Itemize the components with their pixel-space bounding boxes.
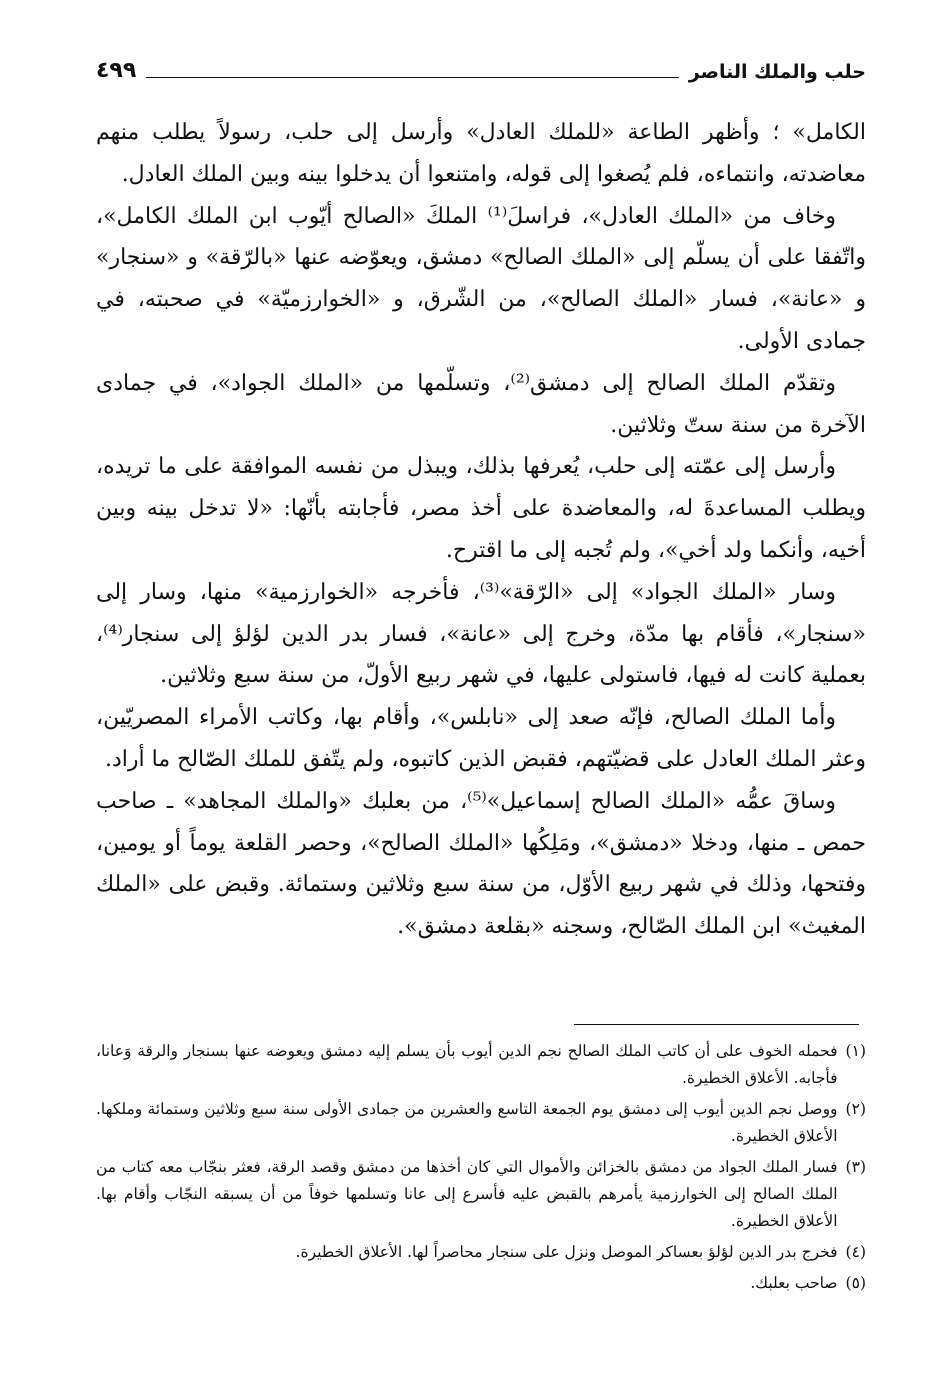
paragraph: وأما الملك الصالح، فإنّه صعد إلى «نابلس»، وأقام بها، وكاتب الأمراء المصريّين، وعثر الملك العادل على قضيّتهم، فقبض الذين كاتبوه، ولم يتّفق للملك الصّالح ما أراد. (96, 705, 866, 772)
main-text (96, 112, 866, 948)
header-rule (146, 77, 679, 78)
paragraph: وتقدّم الملك الصالح إلى دمشق⁽²⁾، وتسلّمها من «الملك الجواد»، في جمادى الآخرة من سنة ستّ وثلاثين. (96, 370, 866, 438)
footnote-mark: (٣) (845, 1158, 866, 1176)
footnote-mark: (٢) (845, 1100, 866, 1118)
paragraph: وساقَ عمُّه «الملك الصالح إسماعيل»⁽⁵⁾، من بعلبك «والملك المجاهد» ـ صاحب حمص ـ منها، ودخلا «دمشق»، ومَلِكُها «الملك الصالح»، وحصر القلعة يوماً أو يومين، وفتحها، وذلك في شهر ربيع الأوّل، من سنة سبع وثلاثين وستمائة. وقبض على «الملك المغيث» ابن الملك الصّالح، وسجنه «بقلعة دمشق». (96, 788, 866, 940)
footnote-text: ووصل نجم الدين أيوب إلى دمشق يوم الجمعة التاسع والعشرين من جمادى الأولى سنة سبع وثلاثين وستمائة وملكها. الأعلاق الخطيرة. (96, 1100, 838, 1145)
paragraph: وسار «الملك الجواد» إلى «الرّقة»⁽³⁾، فأخرجه «الخوارزمية» منها، وسار إلى «سنجار»، فأقام بها مدّة، وخرج إلى «عانة»، فسار بدر الدين لؤلؤ إلى سنجار⁽⁴⁾، بعملية كانت له فيها، فاستولى عليها، في شهر ربيع الأولّ، من سنة سبع وثلاثين. (96, 579, 866, 689)
footnote (96, 1096, 866, 1150)
footnotes (96, 1038, 866, 1301)
paragraph: وأرسل إلى عمّته إلى حلب، يُعرفها بذلك، ويبذل من نفسه الموافقة على ما تريده، ويطلب المساعدةَ له، والمعاضدة على أخذ مصر، فأجابته بأنّها: «لا تدخل بينه وبين أخيه، وأنكما ولد أخي»، ولم تُجبه إلى ما اقترح. (96, 454, 866, 563)
footnote (96, 1038, 866, 1092)
footnote-text: فسار الملك الجواد من دمشق بالخزائن والأموال التي كان أخذها من دمشق وقصد الرقة، فعثر بنجّاب معه كتاب من الملك الصالح إلى الخوارزمية يأمرهم بالقبض عليه فأسرع إلى عانا وتسلمها خوفاً من أن يسبقه النجّاب وأقام بها. الأعلاق الخطيرة. (96, 1158, 838, 1230)
footnote-text: صاحب بعلبك. (750, 1274, 838, 1292)
running-title: حلب والملك الناصر (688, 61, 866, 83)
paragraph: وخاف من «الملك العادل»، فراسلَ⁽¹⁾ الملكَ «الصالح أيّوب ابن الملك الكامل»، واتّفقا على أن يسلّم إلى «الملك الصالح» دمشق، ويعوّضه عنها «بالرّقة» و «سنجار» و «عانة»، فسار «الملك الصالح»، من الشّرق، و «الخوارزميّة» في صحبته، في جمادى الأولى. (96, 203, 866, 354)
page-header (96, 52, 866, 82)
footnote-mark: (١) (845, 1042, 866, 1060)
footnote-mark: (٥) (845, 1274, 866, 1292)
footnote (96, 1154, 866, 1235)
footnote-separator (574, 1024, 859, 1025)
page-number: ٤٩٩ (96, 58, 137, 83)
footnote-mark: (٤) (845, 1243, 866, 1261)
footnote (96, 1239, 866, 1266)
footnote-text: فحمله الخوف على أن كاتب الملك الصالح نجم الدين أيوب بأن يسلم إليه دمشق ويعوضه عنها بسنجار والرقة وَعانا، فأجابه. الأعلاق الخطيرة. (96, 1042, 838, 1087)
footnote-text: فخرج بدر الدين لؤلؤ بعساكر الموصل ونزل على سنجار محاصراً لها. الأعلاق الخطيرة. (295, 1243, 838, 1261)
paragraph: الكامل» ؛ وأظهر الطاعة «للملك العادل» وأرسل إلى حلب، رسولاً يطلب منهم معاضدته، وانتماءه، فلم يُصغوا إلى قوله، وامتنعوا أن يدخلوا بينه وبين الملك العادل. (96, 120, 866, 187)
footnote (96, 1270, 866, 1297)
